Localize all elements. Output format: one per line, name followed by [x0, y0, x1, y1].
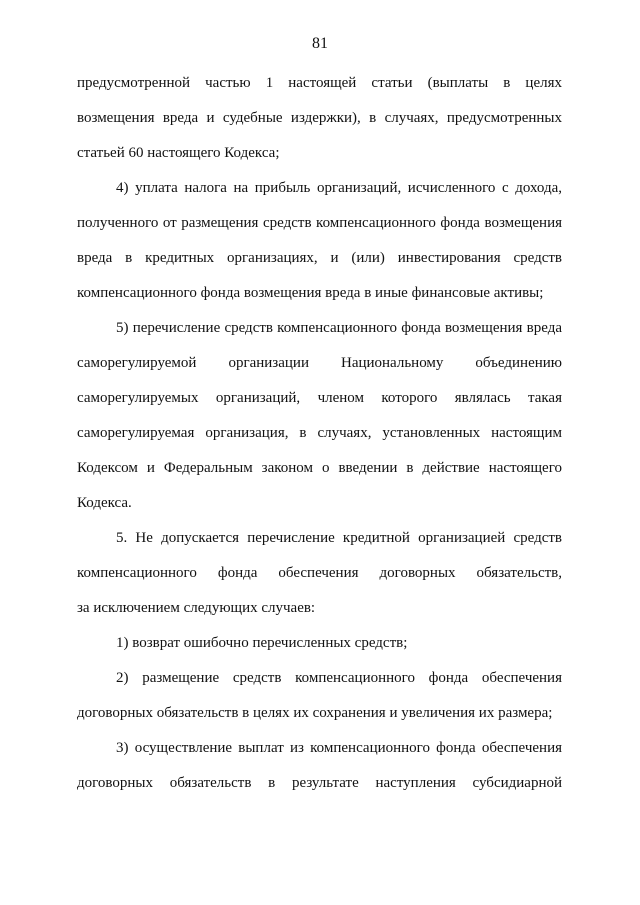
text-line: за исключением следующих случаев:	[77, 600, 316, 616]
text-line: статьей 60 настоящего Кодекса;	[77, 145, 280, 161]
text-line: 3) осуществление выплат из компенсационного фонда обеспечения	[116, 740, 562, 756]
text-line: 5. Не допускается перечисление кредитной организацией средств	[116, 530, 562, 546]
text-line: договорных обязательств в целях их сохранения и увеличения их размера;	[77, 705, 553, 721]
text-line: Кодексом и Федеральным законом о введении в действие настоящего	[77, 460, 562, 476]
text-line: 2) размещение средств компенсационного фонда обеспечения	[116, 670, 562, 686]
page-number: 81	[312, 35, 328, 52]
text-line: возмещения вреда и судебные издержки), в случаях, предусмотренных	[77, 110, 562, 126]
text-line: саморегулируемых организаций, членом которого являлась такая	[77, 390, 562, 406]
text-line: компенсационного фонда возмещения вреда в иные финансовые активы;	[77, 285, 544, 301]
text-line: саморегулируемой организации Национальному объединению	[77, 355, 562, 371]
text-line: договорных обязательств в результате наступления субсидиарной	[77, 775, 562, 791]
text-line: вреда в кредитных организациях, и (или) инвестирования средств	[77, 250, 562, 266]
text-line: 1) возврат ошибочно перечисленных средств;	[116, 635, 408, 651]
text-line: предусмотренной частью 1 настоящей статьи (выплаты в целях	[77, 75, 562, 91]
text-line: Кодекса.	[77, 495, 132, 511]
text-line: 5) перечисление средств компенсационного фонда возмещения вреда	[116, 320, 562, 336]
text-line: компенсационного фонда обеспечения договорных обязательств,	[77, 565, 562, 581]
text-line: полученного от размещения средств компенсационного фонда возмещения	[77, 215, 562, 231]
text-line: 4) уплата налога на прибыль организаций, исчисленного с дохода,	[116, 180, 562, 196]
text-line: саморегулируемая организация, в случаях, установленных настоящим	[77, 425, 562, 441]
